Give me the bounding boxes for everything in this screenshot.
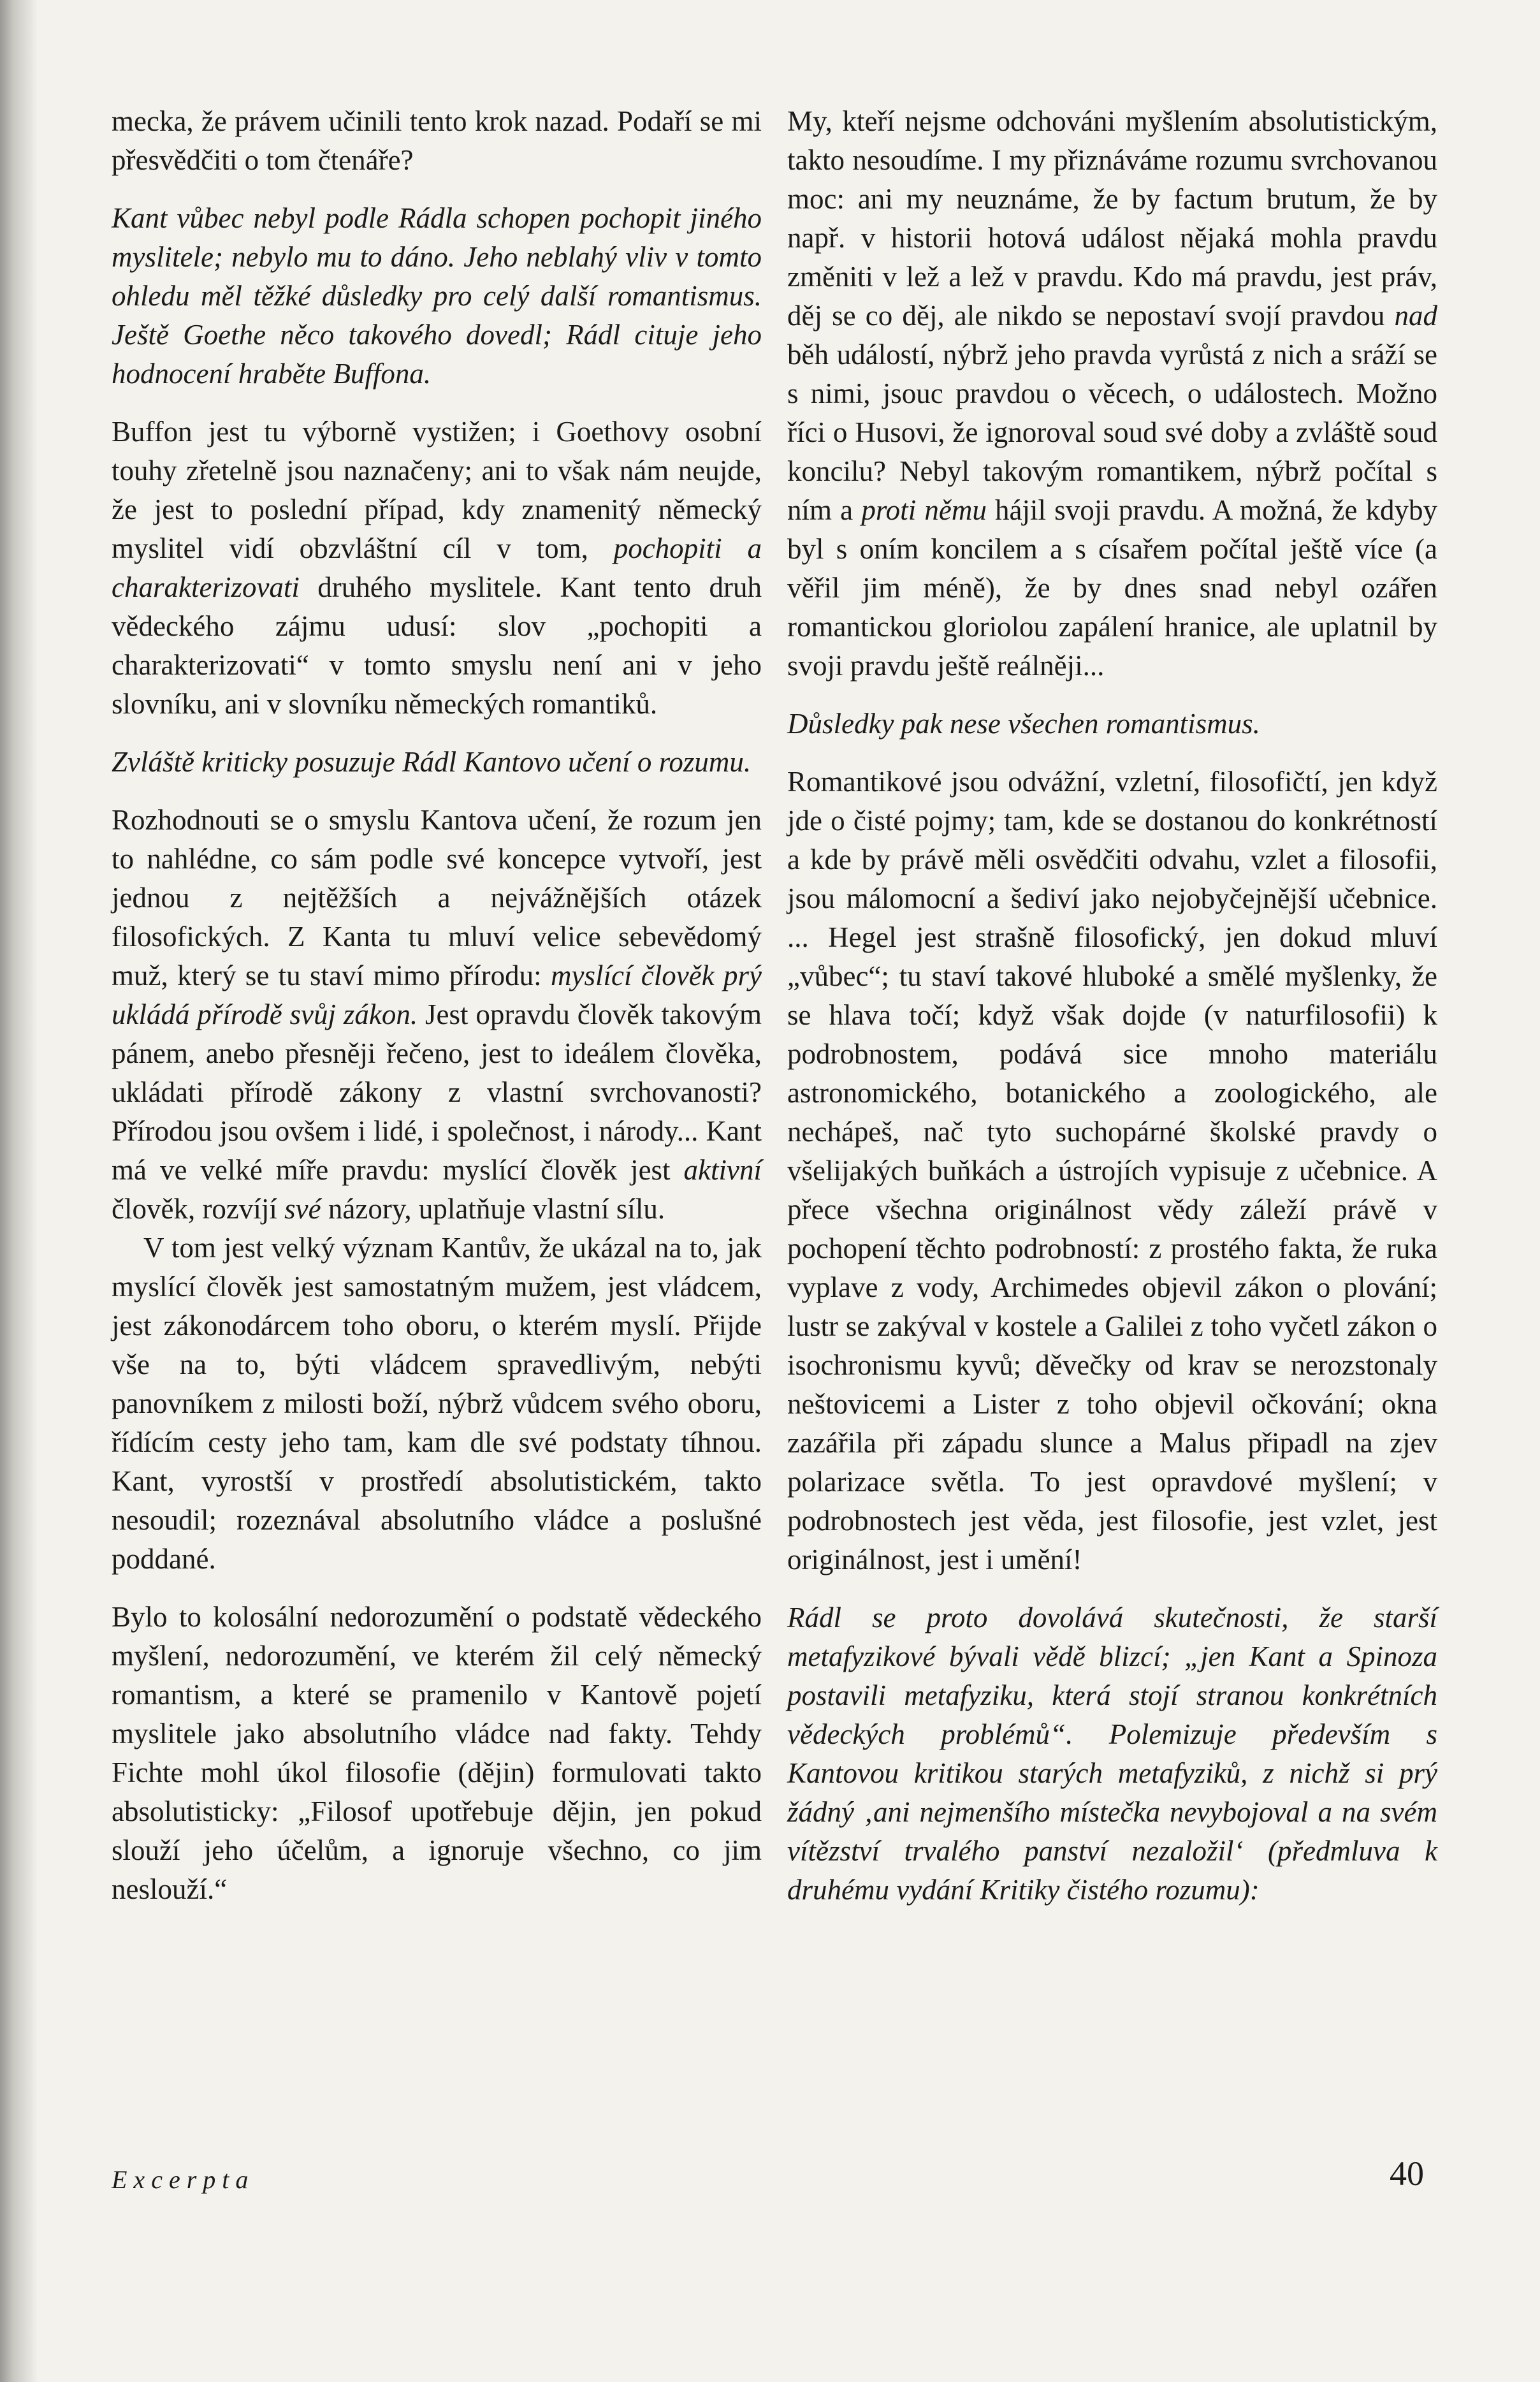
text-run: běh událostí, nýbrž jeho pravda vyrůstá z nich a sráží se s nimi, jsouc pravdou o věcech, o událostech. Možno říci o Husovi, že ignoroval soud své doby a zvláště soud koncilu? Nebyl takovým romantikem, nýbrž počítal s ním a [787, 339, 1437, 526]
paragraph-reason [112, 801, 762, 1229]
page-number: 40 [1390, 2154, 1424, 2193]
page-shadow-edge [0, 0, 38, 2382]
footer-label: Excerpta [112, 2165, 255, 2194]
paragraph-buffon [112, 413, 762, 724]
paragraph-romantics: Romantikové jsou odvážní, vzletní, filosofičtí, jen když jde o čisté pojmy; tam, kde se dostanou do konkrétností a kde by právě měli osvědčiti odvahu, vzlet a filosofii, jsou málomocní a šediví jako nejobyčejnější učebnice. ... Hegel jest strašně filosofický, jen dokud mluví „vůbec“; tu staví takové hluboké a smělé myšlenky, že se hlava točí; když však dojde (v naturfilosofii) k podrobnostem, podává sice mnoho materiálu astronomického, botanického a zoologického, ale nechápeš, nač tyto suchopárné školské pravdy o všelijakých buňkách a ústrojích vypisuje z učebnice. A přece všechna originálnost vědy záleží právě v pochopení těchto podrobností: z prostého fakta, že ruka vyplave z vody, Archimedes objevil zákon o plování; lustr se zakýval v kostele a Galilei z toho vyčetl zákon o isochronismu kyvů; děvečky od krav se nerozstonaly neštovicemi a Lister z toho objevil očkování; okna zazářila při západu slunce a Malus připadl na zjev polarizace světla. To jest opravdové myšlení; v podrobnostech jest věda, jest filosofie, jest vzlet, jest originálnost, jest i umění! [787, 766, 1437, 1575]
emphasis-text: myslící člověk prý ukládá přírodě svůj zákon. [112, 960, 762, 1030]
paragraph-consequences: Důsledky pak nese všechen romantismus. [787, 708, 1260, 740]
left-column [112, 102, 762, 1928]
text-run: druhého myslitele. Kant tento druh vědeckého zájmu udusí: slov „pochopiti a charakterizovati“ v tomto smyslu není ani v jeho slovníku, ani v slovníku německých romantiků. [112, 571, 762, 720]
text-run: člověk, rozvíjí [112, 1193, 285, 1225]
paragraph-metaphysics: Rádl se proto dovolává skutečnosti, že starší metafyzikové bývali vědě blizcí; „jen Kant a Spinoza postavili metafyziku, která stojí stranou konkrétních vědeckých problémů“. Polemizuje především s Kantovou kritikou starých metafyziků, z nichž si prý žádný ‚ani nejmenšího místečka nevybojoval a na svém vítězství trvalého panství nezaložil‘ (předmluva k druhému vydání Kritiky čistého rozumu): [787, 1602, 1437, 1906]
text-run: Buffon jest tu výborně vystižen; i Goethovy osobní touhy zřetelně jsou naznačeny; ani to však nám neujde, že jest to poslední případ, kdy znamenitý německý myslitel vidí obzvláštní cíl v tom, [112, 416, 762, 564]
text-run: Rozhodnouti se o smyslu Kantova učení, že rozum jen to nahlédne, co sám podle své koncepce vytvoří, jest jednou z nejtěžších a nejvážnějších otázek filosofických. Z Kanta tu mluví velice sebevědomý muž, který se tu staví mimo přírodu: [112, 804, 762, 991]
emphasis-text: nad [1394, 300, 1437, 332]
paragraph-critique-heading: Zvláště kriticky posuzuje Rádl Kantovo učení o rozumu. [112, 746, 752, 778]
emphasis-text: proti němu [861, 494, 987, 526]
emphasis-text: své [284, 1193, 321, 1225]
paragraph-absolutism [787, 102, 1437, 685]
paragraph-misunderstanding: Bylo to kolosální nedorozumění o podstatě vědeckého myšlení, nedorozumění, ve kterém žil celý německý romantism, a které se pramenilo v Kantově pojetí myslitele jako absolutního vládce nad fakty. Tehdy Fichte mohl úkol filosofie (dějin) formulovati takto absolutisticky: „Filosof upotřebuje dějin, jen pokud slouží jeho účelům, a ignoruje všechno, co jim neslouží.“ [112, 1601, 762, 1905]
paragraph-kant-significance: V tom jest velký význam Kantův, že ukázal na to, jak myslící člověk jest samostatným mužem, jest vládcem, jest zákonodárcem toho oboru, o kterém myslí. Přijde vše na to, býti vládcem spravedlivým, nebýti panovníkem z milosti boží, nýbrž vůdcem svého oboru, řídícím cesty jeho tam, kam dle své podstaty tíhnou. Kant, vyrostší v prostředí absolutistickém, takto nesoudil; rozeznával absolutního vládce a poslušné poddané. [112, 1232, 762, 1575]
text-run: Jest opravdu člověk takovým pánem, anebo přesněji řečeno, jest to ideálem člověka, ukládati přírodě zákony z vlastní svrchovanosti? Přírodou jsou ovšem i lidé, i společnost, i národy... Kant má ve velké míře pravdu: myslící člověk jest [112, 998, 762, 1186]
text-run: hájil svoji pravdu. A možná, že kdyby byl s oním koncilem a s císařem počítal ještě více (a věřil jim méně), že by dnes snad nebyl ozářen romantickou gloriolou zapálení hranice, ale uplatnil by svoji pravdu ještě reálněji... [787, 494, 1437, 682]
paragraph-kant-understanding: Kant vůbec nebyl podle Rádla schopen pochopit jiného myslitele; nebylo mu to dáno. Jeho neblahý vliv v tomto ohledu měl těžké důsledky pro celý další romantismus. Ještě Goethe něco takového dovedl; Rádl cituje jeho hodnocení hraběte Buffona. [112, 202, 762, 390]
paragraph-continuation: mecka, že právem učinili tento krok nazad. Podaří se mi přesvědčiti o tom čtenáře? [112, 105, 762, 176]
text-run: My, kteří nejsme odchováni myšlením absolutistickým, takto nesoudíme. I my přiznáváme rozumu svrchovanou moc: ani my neuznáme, že by factum brutum, že by např. v historii hotová událost nějaká mohla pravdu změniti v lež a lež v pravdu. Kdo má pravdu, jest práv, děj se co děj, ale nikdo se nepostaví svojí pravdou [787, 105, 1437, 332]
right-column [787, 102, 1437, 1929]
emphasis-text: aktivní [683, 1154, 762, 1186]
emphasis-text: pochopiti a charakterizovati [112, 532, 762, 603]
text-run: názory, uplatňuje vlastní sílu. [321, 1193, 665, 1225]
